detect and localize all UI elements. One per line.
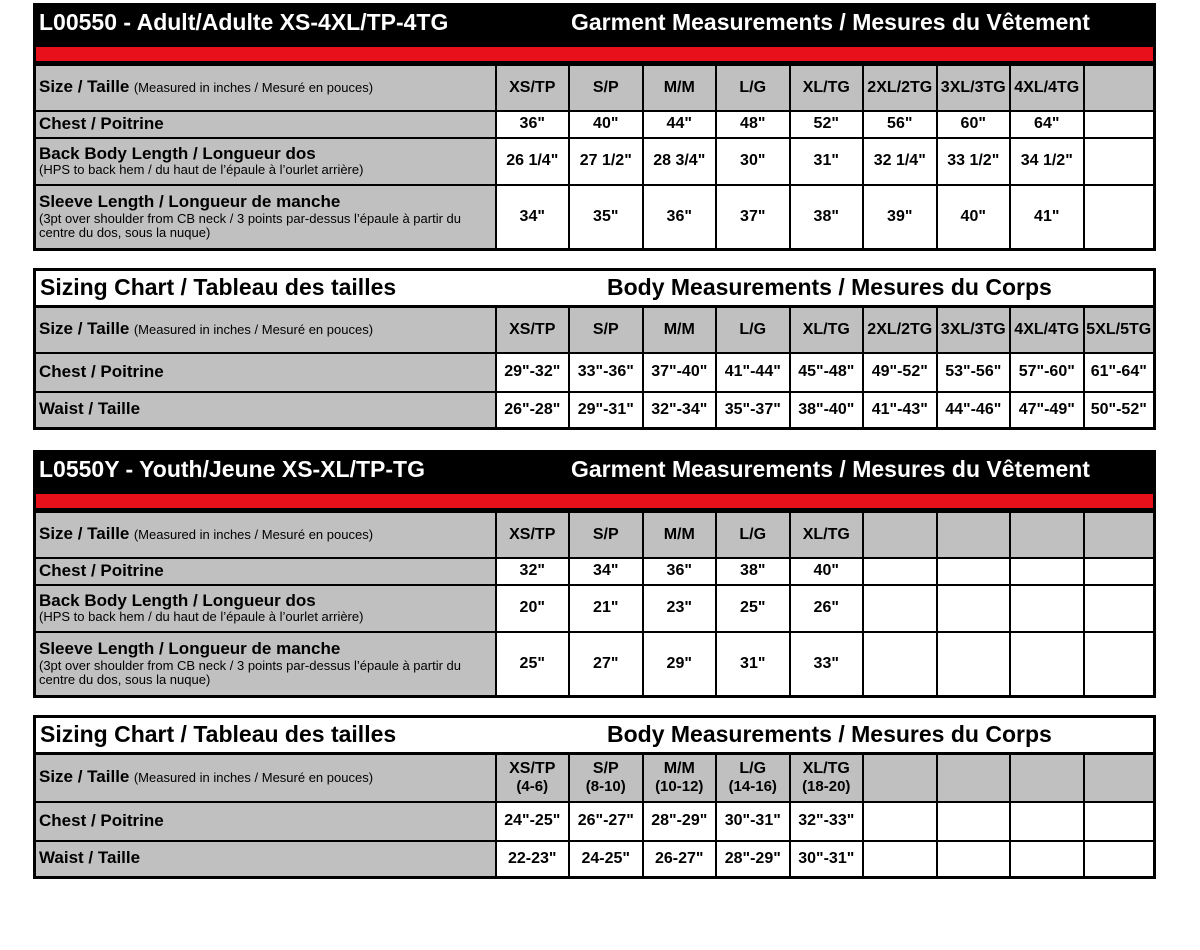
size-header-cell xyxy=(937,754,1011,802)
row-note: (HPS to back hem / du haut de l’épaule à l’ourlet arrière) xyxy=(39,162,364,178)
table-row xyxy=(35,111,1155,138)
adult-garment-section xyxy=(33,3,1156,251)
adult-garment-header xyxy=(33,3,1156,45)
measurement-cell: 41" xyxy=(1010,185,1084,250)
measurement-cell: 24-25" xyxy=(569,841,643,878)
measurement-cell xyxy=(1010,558,1084,585)
youth-garment-red-bar-frame xyxy=(33,492,1156,510)
measurement-cell: 44"-46" xyxy=(937,392,1011,429)
size-label-cell xyxy=(35,65,496,111)
measurement-cell: 26-27" xyxy=(643,841,717,878)
measurement-cell xyxy=(1010,841,1084,878)
measurement-cell: 45"-48" xyxy=(790,353,864,392)
row-label: Waist / Taille xyxy=(39,399,141,419)
size-header-text: M/M xyxy=(663,760,695,778)
size-header-cell xyxy=(863,65,937,111)
red-divider-bar xyxy=(36,494,1153,508)
measurement-cell: 48" xyxy=(716,111,790,138)
measurement-cell: 23" xyxy=(643,585,717,632)
size-header-cell xyxy=(1010,512,1084,558)
measurement-cell: 20" xyxy=(496,585,570,632)
measurement-cell: 41"-44" xyxy=(716,353,790,392)
size-header-text: 4XL/4TG xyxy=(1014,321,1080,339)
size-header-row xyxy=(35,512,1155,558)
youth-body-header xyxy=(33,715,1156,752)
size-label: Size / Taille xyxy=(39,319,130,339)
size-header-text: 2XL/2TG xyxy=(867,79,933,97)
youth-body-section xyxy=(33,715,1156,879)
measurement-cell: 34" xyxy=(569,558,643,585)
row-label-cell xyxy=(35,353,496,392)
measurement-cell: 38"-40" xyxy=(790,392,864,429)
measurement-cell: 52" xyxy=(790,111,864,138)
measurement-cell: 27" xyxy=(569,632,643,697)
size-range-text: (10-12) xyxy=(655,778,704,796)
measurement-cell xyxy=(1010,802,1084,841)
measurement-cell xyxy=(937,558,1011,585)
measurement-cell: 40" xyxy=(790,558,864,585)
size-header-text: M/M xyxy=(663,79,695,97)
measurement-cell: 40" xyxy=(937,185,1011,250)
row-note: (HPS to back hem / du haut de l’épaule à l’ourlet arrière) xyxy=(39,609,364,625)
size-header-row xyxy=(35,754,1155,802)
size-header-cell xyxy=(937,65,1011,111)
measurement-cell: 32"-34" xyxy=(643,392,717,429)
size-header-text: XL/TG xyxy=(802,79,850,97)
measurement-cell: 33" xyxy=(790,632,864,697)
measurement-cell xyxy=(1084,138,1155,185)
measurement-cell: 21" xyxy=(569,585,643,632)
size-header-text: XS/TP xyxy=(509,79,556,97)
size-note: (Measured in inches / Mesuré en pouces) xyxy=(133,80,374,96)
row-label-cell xyxy=(35,632,496,697)
table-row xyxy=(35,585,1155,632)
size-header-cell xyxy=(1010,754,1084,802)
row-label-cell xyxy=(35,392,496,429)
measurement-cell: 47"-49" xyxy=(1010,392,1084,429)
measurement-cell: 28"-29" xyxy=(643,802,717,841)
measurement-cell: 38" xyxy=(716,558,790,585)
row-note: (3pt over shoulder from CB neck / 3 points par-dessus l’épaule à partir du centre du dos, sous la nuque) xyxy=(39,210,461,241)
adult-garment-red-bar-frame xyxy=(33,45,1156,63)
size-header-cell xyxy=(716,754,790,802)
size-header-cell xyxy=(569,65,643,111)
youth-garment-section xyxy=(33,450,1156,698)
measurement-cell xyxy=(863,558,937,585)
measurement-cell: 40" xyxy=(569,111,643,138)
row-label: Sleeve Length / Longueur de manche xyxy=(39,192,341,212)
measurement-cell xyxy=(937,841,1011,878)
size-header-cell xyxy=(643,512,717,558)
size-header-text: S/P xyxy=(592,79,619,97)
size-header-text: XS/TP xyxy=(509,321,556,339)
row-label: Chest / Poitrine xyxy=(39,113,164,133)
measurement-cell: 56" xyxy=(863,111,937,138)
youth-body-title: Sizing Chart / Tableau des tailles xyxy=(40,721,397,747)
size-header-cell xyxy=(1084,65,1155,111)
measurement-cell: 26" xyxy=(790,585,864,632)
row-label: Chest / Poitrine xyxy=(39,361,164,381)
size-label-cell xyxy=(35,512,496,558)
size-header-text: XL/TG xyxy=(802,526,850,544)
size-header-text: 3XL/3TG xyxy=(940,321,1006,339)
size-label: Size / Taille xyxy=(39,524,130,544)
size-header-cell xyxy=(863,754,937,802)
size-header-text: S/P xyxy=(592,321,619,339)
row-label-cell xyxy=(35,585,496,632)
measurement-cell: 41"-43" xyxy=(863,392,937,429)
size-header-cell xyxy=(716,307,790,353)
size-note: (Measured in inches / Mesuré en pouces) xyxy=(133,770,374,786)
size-header-cell xyxy=(790,307,864,353)
size-label-cell xyxy=(35,754,496,802)
size-header-cell xyxy=(643,307,717,353)
measurement-cell: 37"-40" xyxy=(643,353,717,392)
measurement-cell: 25" xyxy=(496,632,570,697)
measurement-cell: 25" xyxy=(716,585,790,632)
size-header-cell xyxy=(643,65,717,111)
size-header-cell xyxy=(863,307,937,353)
measurement-cell xyxy=(863,802,937,841)
size-header-cell xyxy=(1010,307,1084,353)
size-range-text: (4-6) xyxy=(516,778,549,796)
row-label: Waist / Taille xyxy=(39,848,141,868)
measurement-cell xyxy=(1084,802,1155,841)
size-header-cell xyxy=(496,512,570,558)
adult-body-subtitle: Body Measurements / Mesures du Corps xyxy=(607,274,1052,300)
measurement-cell: 32 1/4" xyxy=(863,138,937,185)
table-row xyxy=(35,392,1155,429)
measurement-cell: 27 1/2" xyxy=(569,138,643,185)
red-divider-bar xyxy=(36,47,1153,61)
row-label: Sleeve Length / Longueur de manche xyxy=(39,639,341,659)
size-header-row xyxy=(35,65,1155,111)
size-header-cell xyxy=(1010,65,1084,111)
adult-body-header xyxy=(33,268,1156,305)
size-header-text: S/P xyxy=(592,526,619,544)
size-header-cell xyxy=(569,512,643,558)
size-header-cell xyxy=(569,754,643,802)
size-header-cell xyxy=(937,307,1011,353)
measurement-cell: 34 1/2" xyxy=(1010,138,1084,185)
size-header-text: XS/TP xyxy=(509,526,556,544)
row-label-cell xyxy=(35,841,496,878)
size-header-cell xyxy=(569,307,643,353)
measurement-cell: 33"-36" xyxy=(569,353,643,392)
size-header-cell xyxy=(716,512,790,558)
measurement-cell: 37" xyxy=(716,185,790,250)
adult-body-section xyxy=(33,268,1156,430)
size-header-text: XL/TG xyxy=(802,760,850,778)
measurement-cell xyxy=(937,632,1011,697)
table-row xyxy=(35,353,1155,392)
size-header-cell xyxy=(790,754,864,802)
row-label: Chest / Poitrine xyxy=(39,560,164,580)
measurement-cell xyxy=(1084,585,1155,632)
size-note: (Measured in inches / Mesuré en pouces) xyxy=(133,322,374,338)
measurement-cell: 35" xyxy=(569,185,643,250)
adult-garment-title: L00550 - Adult/Adulte XS-4XL/TP-4TG xyxy=(39,9,449,35)
measurement-cell: 29" xyxy=(643,632,717,697)
measurement-cell: 26"-28" xyxy=(496,392,570,429)
size-header-cell xyxy=(1084,307,1155,353)
measurement-cell xyxy=(1084,111,1155,138)
size-header-cell xyxy=(496,754,570,802)
size-header-cell xyxy=(496,65,570,111)
measurement-cell: 44" xyxy=(643,111,717,138)
size-label: Size / Taille xyxy=(39,767,130,787)
size-header-cell xyxy=(716,65,790,111)
size-header-text: XL/TG xyxy=(802,321,850,339)
size-note: (Measured in inches / Mesuré en pouces) xyxy=(133,527,374,543)
size-label-cell xyxy=(35,307,496,353)
measurement-cell: 33 1/2" xyxy=(937,138,1011,185)
size-header-cell xyxy=(1084,512,1155,558)
measurement-cell: 31" xyxy=(790,138,864,185)
youth-body-table xyxy=(33,752,1156,879)
measurement-cell xyxy=(863,632,937,697)
measurement-cell xyxy=(863,585,937,632)
size-header-cell xyxy=(790,65,864,111)
measurement-cell: 22-23" xyxy=(496,841,570,878)
measurement-cell xyxy=(1084,632,1155,697)
measurement-cell xyxy=(937,585,1011,632)
size-range-text: (14-16) xyxy=(728,778,777,796)
size-header-cell xyxy=(863,512,937,558)
row-label-cell xyxy=(35,111,496,138)
measurement-cell: 38" xyxy=(790,185,864,250)
measurement-cell: 30"-31" xyxy=(790,841,864,878)
size-header-cell xyxy=(1084,754,1155,802)
measurement-cell: 36" xyxy=(643,185,717,250)
measurement-cell: 32"-33" xyxy=(790,802,864,841)
measurement-cell: 53"-56" xyxy=(937,353,1011,392)
measurement-cell: 36" xyxy=(643,558,717,585)
size-header-text: XS/TP xyxy=(509,760,556,778)
measurement-cell: 36" xyxy=(496,111,570,138)
size-header-text: 3XL/3TG xyxy=(940,79,1006,97)
measurement-cell xyxy=(1010,632,1084,697)
row-label-cell xyxy=(35,138,496,185)
adult-body-table xyxy=(33,305,1156,430)
size-header-text: L/G xyxy=(739,526,767,544)
table-row xyxy=(35,558,1155,585)
measurement-cell: 24"-25" xyxy=(496,802,570,841)
measurement-cell xyxy=(863,841,937,878)
youth-garment-title: L0550Y - Youth/Jeune XS-XL/TP-TG xyxy=(39,456,425,482)
measurement-cell: 29"-32" xyxy=(496,353,570,392)
size-header-text: S/P xyxy=(592,760,619,778)
size-header-text: L/G xyxy=(739,760,767,778)
size-header-text: L/G xyxy=(739,79,767,97)
measurement-cell: 50"-52" xyxy=(1084,392,1155,429)
measurement-cell: 49"-52" xyxy=(863,353,937,392)
size-range-text: (18-20) xyxy=(802,778,851,796)
measurement-cell: 30" xyxy=(716,138,790,185)
row-label: Chest / Poitrine xyxy=(39,810,164,830)
measurement-cell: 35"-37" xyxy=(716,392,790,429)
row-label: Back Body Length / Longueur dos xyxy=(39,143,316,163)
measurement-cell xyxy=(1010,585,1084,632)
measurement-cell: 61"-64" xyxy=(1084,353,1155,392)
size-header-cell xyxy=(496,307,570,353)
measurement-cell xyxy=(937,802,1011,841)
size-range-text: (8-10) xyxy=(585,778,626,796)
table-row xyxy=(35,841,1155,878)
measurement-cell: 29"-31" xyxy=(569,392,643,429)
measurement-cell: 31" xyxy=(716,632,790,697)
row-label-cell xyxy=(35,802,496,841)
size-header-text: M/M xyxy=(663,321,695,339)
size-header-cell xyxy=(937,512,1011,558)
measurement-cell: 32" xyxy=(496,558,570,585)
measurement-cell: 34" xyxy=(496,185,570,250)
size-header-text: 5XL/5TG xyxy=(1086,321,1152,339)
row-label-cell xyxy=(35,185,496,250)
measurement-cell: 64" xyxy=(1010,111,1084,138)
measurement-cell: 28"-29" xyxy=(716,841,790,878)
measurement-cell xyxy=(1084,841,1155,878)
measurement-cell: 39" xyxy=(863,185,937,250)
youth-body-subtitle: Body Measurements / Mesures du Corps xyxy=(607,721,1052,747)
size-label: Size / Taille xyxy=(39,77,130,97)
row-note: (3pt over shoulder from CB neck / 3 points par-dessus l’épaule à partir du centre du dos, sous la nuque) xyxy=(39,657,461,688)
youth-garment-table xyxy=(33,510,1156,698)
size-header-row xyxy=(35,307,1155,353)
size-header-text: 4XL/4TG xyxy=(1014,79,1080,97)
measurement-cell: 26 1/4" xyxy=(496,138,570,185)
table-row xyxy=(35,632,1155,697)
row-label-cell xyxy=(35,558,496,585)
row-label: Back Body Length / Longueur dos xyxy=(39,590,316,610)
adult-body-title: Sizing Chart / Tableau des tailles xyxy=(40,274,397,300)
measurement-cell: 60" xyxy=(937,111,1011,138)
measurement-cell: 26"-27" xyxy=(569,802,643,841)
adult-garment-table xyxy=(33,63,1156,251)
measurement-cell: 30"-31" xyxy=(716,802,790,841)
measurement-cell xyxy=(1084,185,1155,250)
table-row xyxy=(35,802,1155,841)
size-header-text: 2XL/2TG xyxy=(867,321,933,339)
table-row xyxy=(35,138,1155,185)
size-header-cell xyxy=(643,754,717,802)
youth-garment-header xyxy=(33,450,1156,492)
size-header-text: M/M xyxy=(663,526,695,544)
size-header-cell xyxy=(790,512,864,558)
measurement-cell xyxy=(1084,558,1155,585)
measurement-cell: 28 3/4" xyxy=(643,138,717,185)
adult-garment-subtitle: Garment Measurements / Mesures du Vêtement xyxy=(571,9,1090,35)
size-header-text: L/G xyxy=(739,321,767,339)
measurement-cell: 57"-60" xyxy=(1010,353,1084,392)
table-row xyxy=(35,185,1155,250)
youth-garment-subtitle: Garment Measurements / Mesures du Vêtement xyxy=(571,456,1090,482)
